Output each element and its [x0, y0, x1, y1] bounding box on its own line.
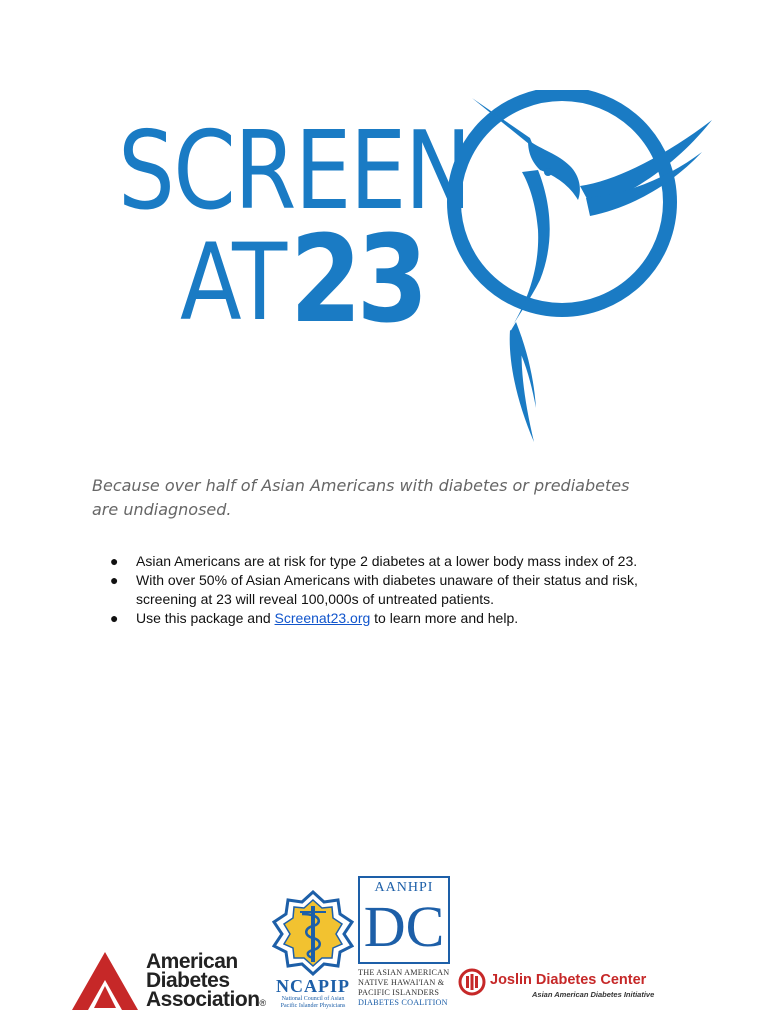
aanhpi-emblem — [358, 876, 450, 964]
aanhpi-full-name — [358, 968, 456, 1008]
ada-line2: Diabetes — [146, 969, 230, 992]
key-points-list — [110, 552, 670, 628]
list-item — [110, 552, 670, 571]
joslin-logo — [458, 966, 668, 1006]
screenat23-link[interactable]: Screenat23.org — [274, 610, 371, 626]
ada-line3: Association — [146, 988, 260, 1011]
bullet-text-before: Use this package and — [136, 610, 275, 626]
joslin-subtitle: Asian American Diabetes Initiative — [532, 990, 655, 999]
ncapip-wordmark: NCAPIP — [276, 976, 350, 996]
logo-at-text: AT — [180, 221, 285, 344]
ncapip-subtitle — [272, 996, 354, 1010]
ncapip-logo — [272, 890, 354, 1014]
aanhpi-line3: PACIFIC ISLANDERS — [358, 988, 440, 997]
logo-23-text: 23 — [290, 211, 424, 350]
hummingbird-icon — [430, 90, 720, 450]
aanhpi-dc-logo — [356, 876, 456, 1012]
ada-registered-mark: ® — [259, 998, 266, 1008]
ada-wordmark — [146, 952, 266, 1013]
aanhpi-dc-mark: DC — [363, 894, 445, 959]
screen-at-23-logo — [0, 0, 770, 460]
aanhpi-title: AANHPI — [374, 880, 434, 895]
ncapip-sub2: Pacific Islander Physicians — [280, 1003, 346, 1009]
bullet-icon: ● — [110, 610, 119, 626]
ada-triangle-icon — [70, 950, 140, 1012]
bullet-icon: ● — [110, 553, 119, 569]
bullet-text: Asian Americans are at risk for type 2 diabetes at a lower body mass index of 23. — [136, 553, 638, 569]
ncapip-sub1: National Council of Asian — [281, 996, 345, 1002]
ada-line1: American — [146, 950, 238, 973]
bullet-text-after: to learn more and help. — [370, 610, 519, 626]
logo-screen-text: SCREEN — [118, 109, 471, 234]
list-item — [110, 571, 670, 609]
tagline: Because over half of Asian Americans with diabetes or prediabetes are undiagnosed. — [92, 476, 630, 519]
ada-logo — [70, 950, 270, 1012]
joslin-wordmark: Joslin Diabetes Center — [490, 972, 647, 988]
bullet-icon: ● — [110, 572, 119, 588]
joslin-emblem-icon — [458, 968, 486, 996]
caduceus-emblem-icon — [272, 890, 354, 976]
bullet-text: With over 50% of Asian Americans with diabetes unaware of their status and risk, screening at 23 will reveal 100,000s of untreated patients. — [136, 572, 638, 607]
aanhpi-line1: THE ASIAN AMERICAN — [358, 968, 450, 977]
aanhpi-line4: DIABETES COALITION — [358, 998, 448, 1007]
aanhpi-line2: NATIVE HAWAI'IAN & — [358, 978, 445, 987]
list-item — [110, 609, 670, 628]
